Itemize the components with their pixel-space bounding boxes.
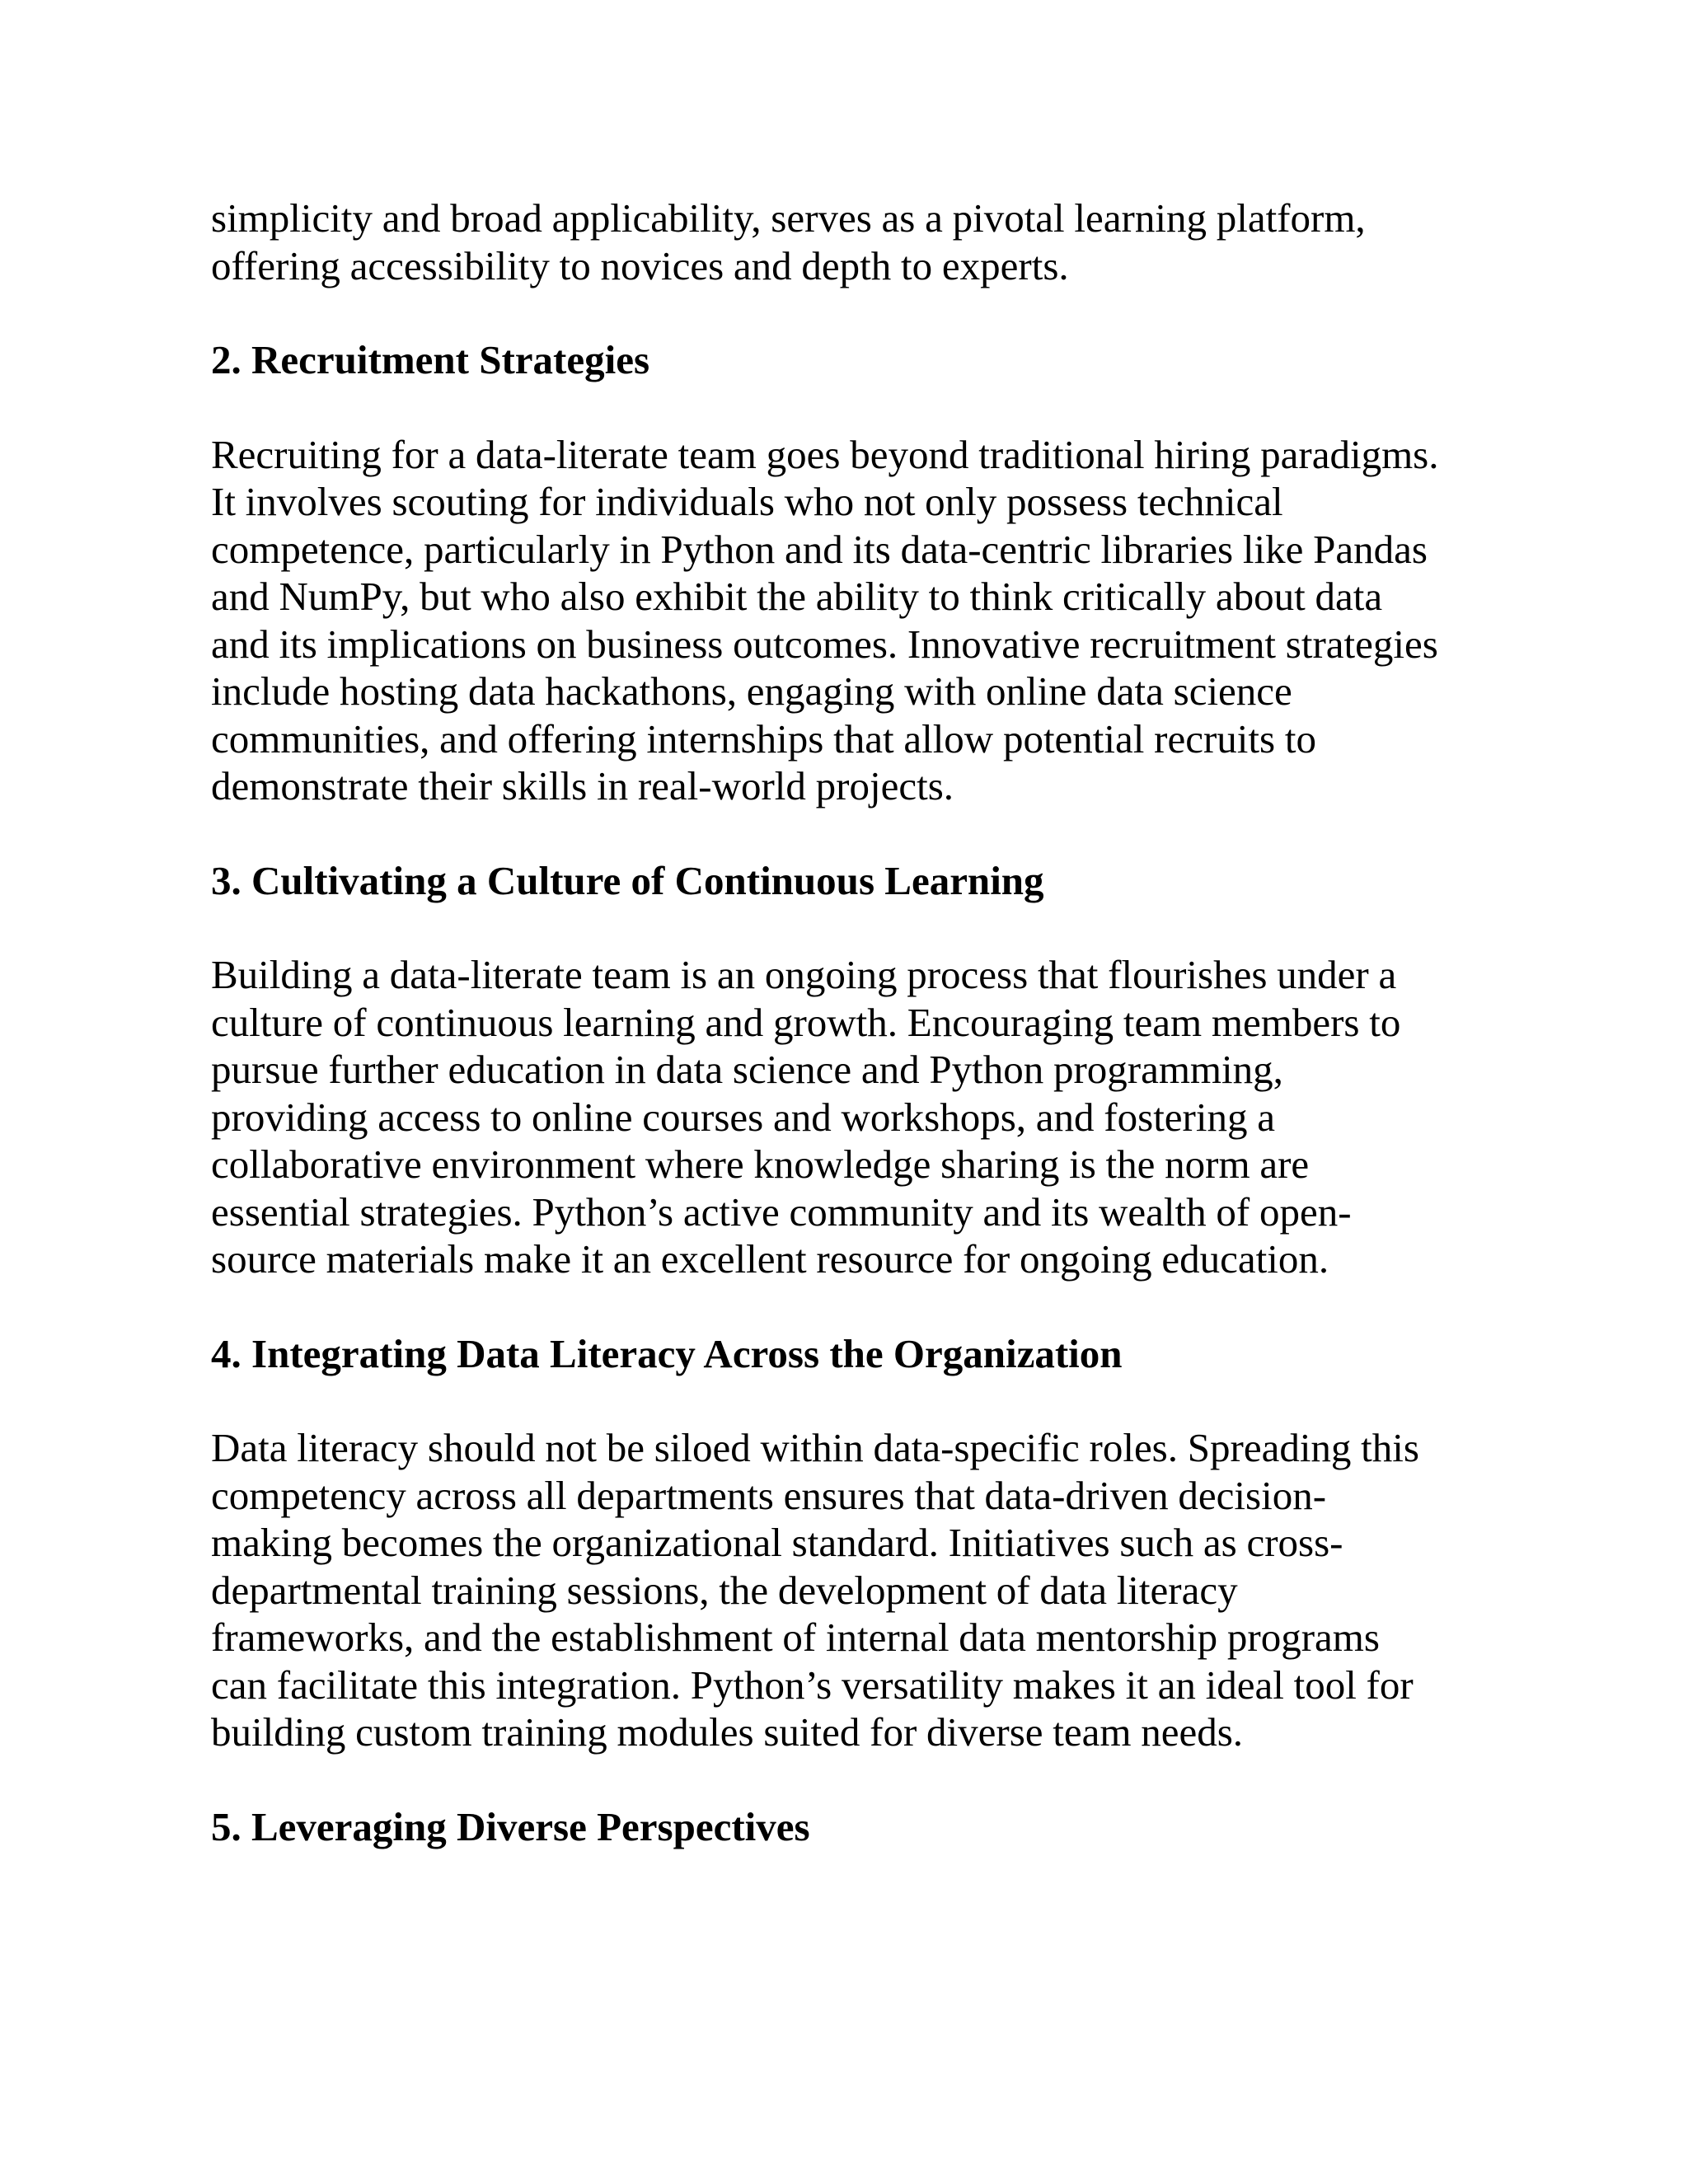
section-body-integrating-data-literacy: Data literacy should not be siloed within data-specific roles. Spreading this competency across all departments ensures that data-driven decision- making becomes the organizational standard. Initiatives such as cross- departmental training sessions, the development of data literacy frameworks, and the establishment of internal data mentorship programs can facilitate this integration. Python’s versatility makes it an ideal tool for building custom training modules suited for diverse team needs. (211, 1425, 1419, 1755)
section-body-recruitment: Recruiting for a data-literate team goes beyond traditional hiring paradigms. It involves scouting for individuals who not only possess technical competence, particularly in Python and its data-centric libraries like Pandas and NumPy, but who also exhibit the ability to think critically about data and its implications on business outcomes. Innovative recruitment strategies include hosting data hackathons, engaging with online data science communities, and offering internships that allow potential recruits to demonstrate their skills in real-world projects. (211, 431, 1439, 808)
intro-paragraph-tail: simplicity and broad applicability, serves as a pivotal learning platform, offering accessibility to novices and depth to experts. (211, 195, 1366, 288)
section-heading-continuous-learning: 3. Cultivating a Culture of Continuous Learning (211, 857, 1044, 903)
section-heading-diverse-perspectives: 5. Leveraging Diverse Perspectives (211, 1803, 810, 1849)
section-body-continuous-learning: Building a data-literate team is an ongoing process that flourishes under a culture of continuous learning and growth. Encouraging team members to pursue further education in data science and Python programming, providing access to online courses and workshops, and fostering a collaborative environment where knowledge sharing is the norm are essential strategies. Python’s active community and its wealth of open- source materials make it an excellent resource for ongoing education. (211, 952, 1401, 1282)
section-heading-integrating-data-literacy: 4. Integrating Data Literacy Across the Organization (211, 1330, 1123, 1376)
section-heading-recruitment: 2. Recruitment Strategies (211, 337, 650, 382)
page-content (211, 194, 1530, 1850)
